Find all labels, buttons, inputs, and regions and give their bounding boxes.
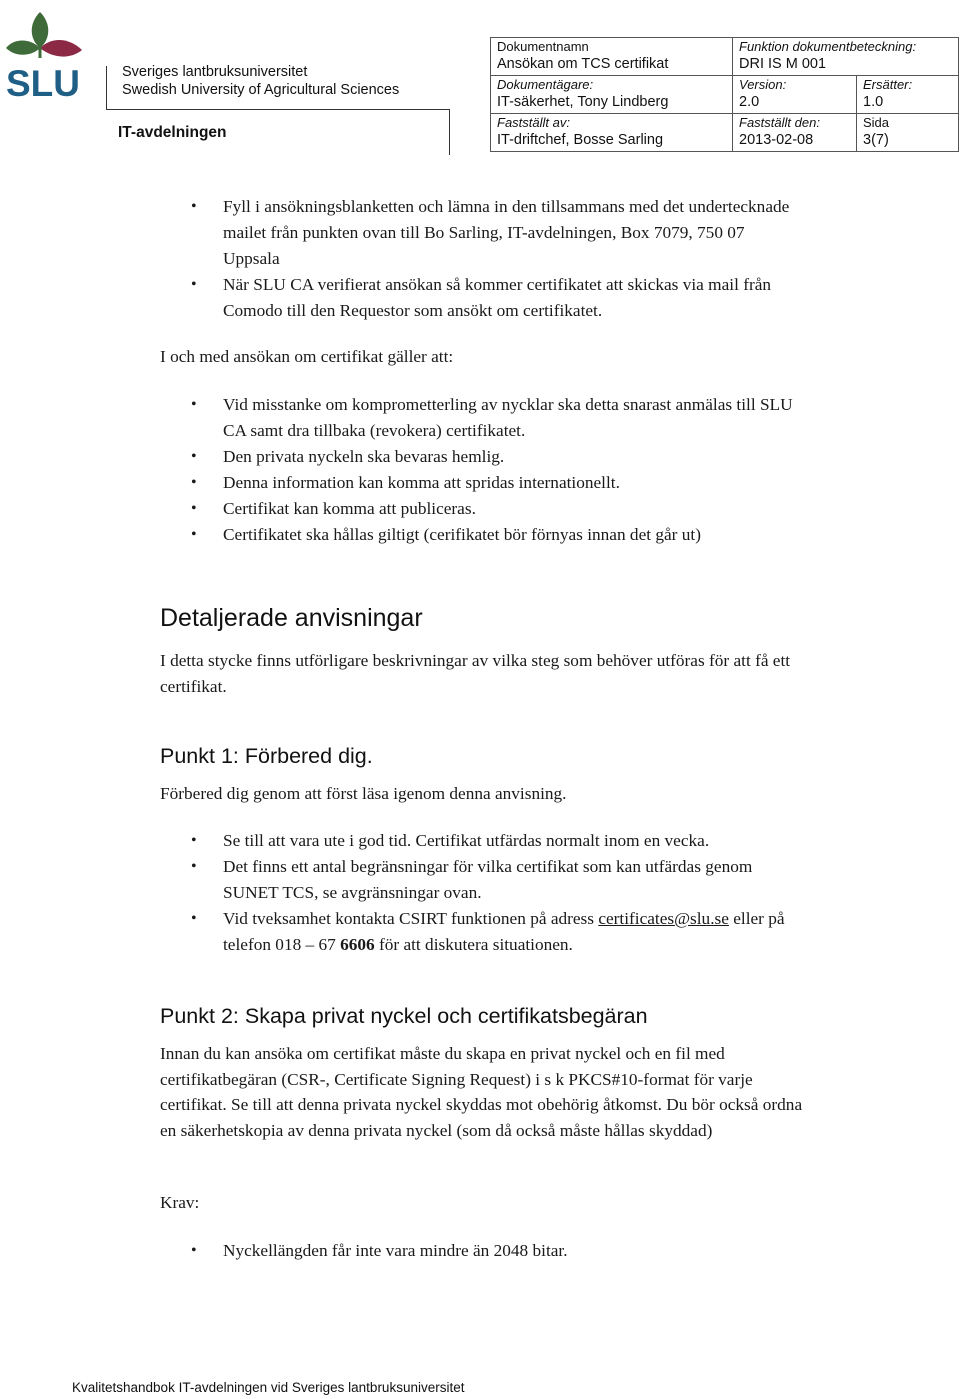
list-item: • Det finns ett antal begränsningar för vilka certifikat som kan utfärdas genom SUNET TCS, se avgränsningar ovan. [160,854,800,906]
university-name-sv: Sveriges lantbruksuniversitet [122,64,308,80]
list-item: • Vid misstanke om komprometterling av nycklar ska detta snarast anmälas till SLU CA samt dra tillbaka (revokera) certifikatet. [160,392,800,444]
header-divider-horizontal [106,109,450,110]
list-item: • Fyll i ansökningsblanketten och lämna in den tillsammans med det undertecknade mailet från punkten ovan till Bo Sarling, IT-avdelningen, Box 7079, 750 07 Uppsala [160,194,800,272]
list-item: • Certifikat kan komma att publiceras. [160,496,800,522]
intro-bullet-list [160,194,800,324]
meta-approved-by-value: IT-driftchef, Bosse Sarling [497,132,664,148]
meta-doc-name-value: Ansökan om TCS certifikat [497,56,669,72]
svg-text:SLU: SLU [6,63,80,100]
list-item: • Den privata nyckeln ska bevaras hemlig. [160,444,800,470]
meta-version-label: Version: [739,77,787,92]
step1-text: Förbered dig genom att först läsa igenom denna anvisning. [160,784,567,803]
department-name: IT-avdelningen [118,124,227,141]
document-meta-table [490,37,959,152]
requirements-label: Krav: [160,1193,200,1212]
step1-heading: Punkt 1: Förbered dig. [160,744,373,768]
contact-suffix: för att diskutera situationen. [374,935,573,954]
meta-page-label: Sida [863,115,890,130]
list-item-contact [160,906,800,958]
meta-owner-value: IT-säkerhet, Tony Lindberg [497,94,669,110]
detailed-text: I detta stycke finns utförligare beskrivningar av vilka steg som behöver utföras för att få ett certifikat. [160,651,791,696]
contact-email-link[interactable]: certificates@slu.se [598,909,729,928]
meta-approved-date-label: Fastställt den: [739,115,820,130]
meta-approved-by-cell [491,114,733,152]
header-divider-vertical-right [449,109,450,155]
meta-function-value: DRI IS M 001 [739,56,827,72]
meta-doc-name-label: Dokumentnamn [497,39,589,54]
meta-approved-date-cell [733,114,857,152]
meta-version-value: 2.0 [739,94,760,110]
contact-mid: eller på telefon 018 – 67 [223,909,785,954]
meta-replaces-cell [857,76,959,114]
meta-version-cell [733,76,857,114]
list-item: • Nyckellängden får inte vara mindre än 2048 bitar. [160,1238,800,1264]
contact-prefix: Vid tveksamhet kontakta CSIRT funktionen på adress [223,909,599,928]
list-item: • När SLU CA verifierat ansökan så kommer certifikatet att skickas via mail från Comodo till den Requestor som ansökt om certifikatet. [160,272,800,324]
header-divider-vertical [106,66,107,110]
step2-text: Innan du kan ansöka om certifikat måste du skapa en privat nyckel och en fil med certifikatbegäran (CSR-, Certificate Signing Request) i s k PKCS#10-format för varje certifikat. Se till att denna privata nyckel skyddas mot obehörig åtkomst. Du bör också ordna en säkerhetskopia av denna privata nyckel (som då också måste hållas skyddad) [160,1044,803,1140]
slu-logo [0,4,100,100]
conditions-list [160,392,800,548]
conditions-intro: I och med ansökan om certifikat gäller att: [160,347,454,366]
meta-replaces-value: 1.0 [863,94,884,110]
meta-page-cell [857,114,959,152]
meta-doc-name-cell [491,38,733,76]
meta-function-label: Funktion dokumentbeteckning: [739,39,917,54]
page-footer: Kvalitetshandbok IT-avdelningen vid Sveriges lantbruksuniversitet [72,1380,465,1395]
meta-approved-by-label: Fastställt av: [497,115,570,130]
list-item: • Certifikatet ska hållas giltigt (cerifikatet bör förnyas innan det går ut) [160,522,800,548]
contact-phone-bold: 6606 [340,935,375,954]
university-name-en: Swedish University of Agricultural Sciences [122,82,400,98]
list-item: • Se till att vara ute i god tid. Certifikat utfärdas normalt inom en vecka. [160,828,800,854]
meta-approved-date-value: 2013-02-08 [739,132,814,148]
meta-replaces-label: Ersätter: [863,77,913,92]
step2-heading: Punkt 2: Skapa privat nyckel och certifikatsbegäran [160,1004,648,1028]
meta-owner-cell [491,76,733,114]
section-heading-detailed: Detaljerade anvisningar [160,604,423,632]
meta-owner-label: Dokumentägare: [497,77,594,92]
requirements-list [160,1238,800,1264]
meta-page-value: 3(7) [863,132,889,148]
list-item: • Denna information kan komma att spridas internationellt. [160,470,800,496]
meta-function-cell [733,38,959,76]
step1-bullet-list [160,828,800,958]
